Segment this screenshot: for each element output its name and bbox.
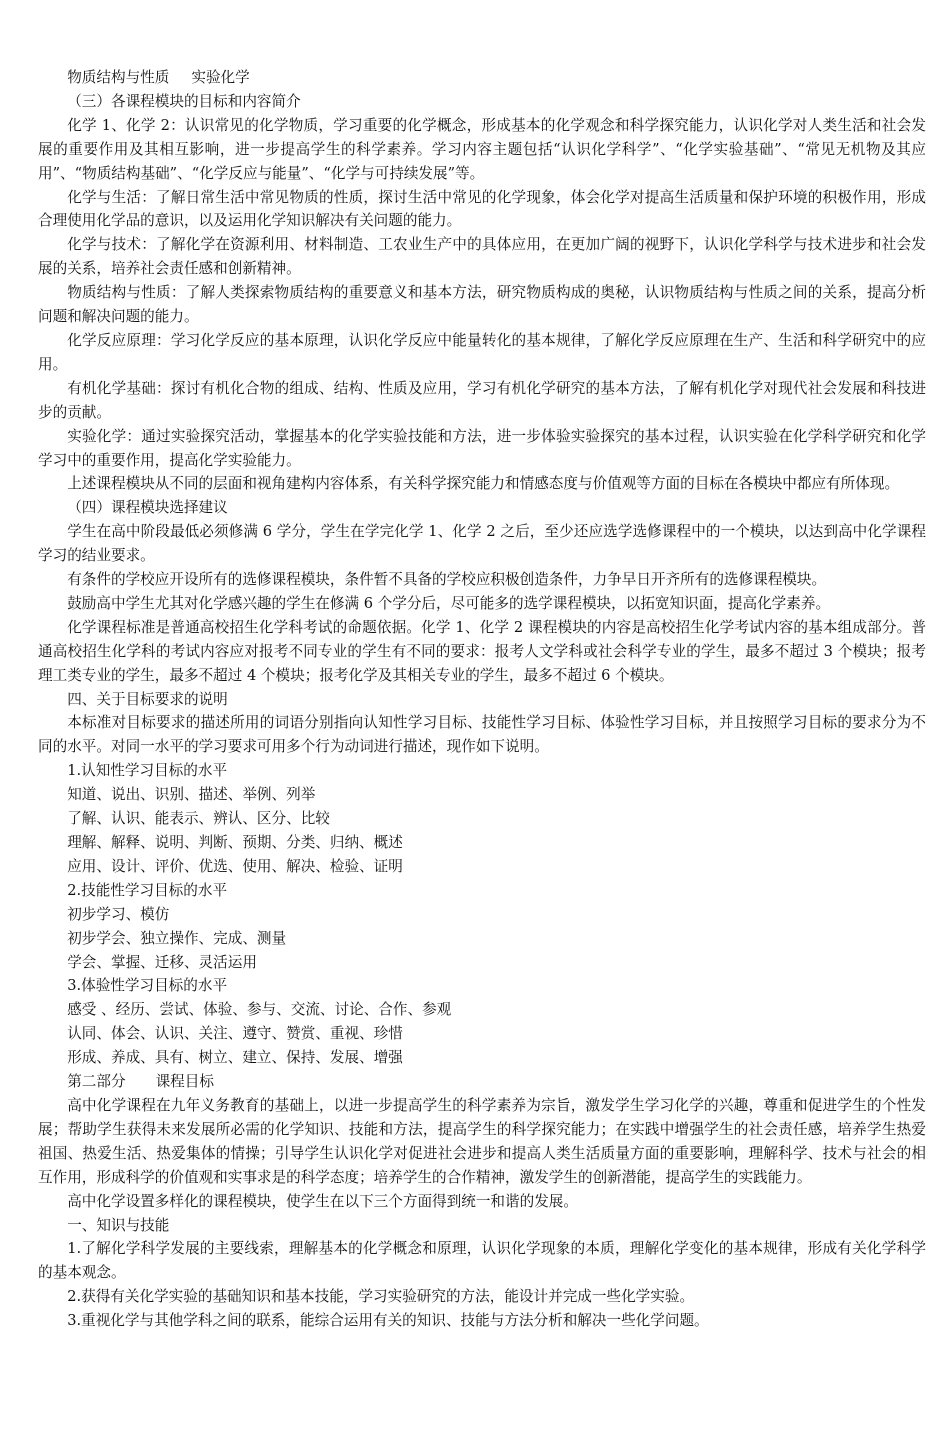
verb-list-line: 学会、掌握、迁移、灵活运用 — [67, 953, 257, 971]
module-name: 实验化学 — [191, 69, 250, 86]
paragraph: 高中化学课程在九年义务教育的基础上，以进一步提高学生的科学素养为宗旨，激发学生学习化学的兴趣，尊重和促进学生的个性发展；帮助学生获得未来发展所必需的化学知识、技能和方法，提高学生的科学探究能力；在实践中增强学生的社会责任感，培养学生热爱祖国、热爱生活、热爱集体的情操；引导学生认识化学对促进社会进步和提高人类生活质量方面的重要影响，理解科学、技术与社会的相互作用，形成科学的价值观和实事求是的科学态度；培养学生的合作精神，激发学生的创新潜能，提高学生的实践能力。 — [38, 1096, 926, 1186]
part-heading — [38, 1070, 926, 1094]
paragraph: 化学 1、化学 2：认识常见的化学物质，学习重要的化学概念，形成基本的化学观念和科学探究能力，认识化学对人类生活和社会发展的重要作用及其相互影响，进一步提高学生的科学素养。学习内容主题包括“认识化学科学”、“化学实验基础”、“常见无机物及其应用”、“物质结构基础”、“化学反应与能量”、“化学与可持续发展”等。 — [38, 116, 926, 182]
paragraph: 上述课程模块从不同的层面和视角建构内容体系，有关科学探究能力和情感态度与价值观等方面的目标在各模块中都应有所体现。 — [67, 475, 900, 493]
paragraph: 2.获得有关化学实验的基础知识和基本技能，学习实验研究的方法，能设计并完成一些化学实验。 — [67, 1288, 695, 1306]
verb-list-line: 知道、说出、识别、描述、举例、列举 — [67, 786, 316, 804]
paragraph: 实验化学：通过实验探究活动，掌握基本的化学实验技能和方法，进一步体验实验探究的基本过程，认识实验在化学科学研究和化学学习中的重要作用，提高化学实验能力。 — [38, 427, 926, 469]
module-name: 物质结构与性质 — [67, 69, 170, 86]
paragraph: 化学与生活：了解日常生活中常见物质的性质，探讨生活中常见的化学现象，体会化学对提高生活质量和保护环境的积极作用，形成合理使用化学品的意识，以及运用化学知识解决有关问题的能力。 — [38, 188, 926, 230]
subheading: 1.认知性学习目标的水平 — [67, 762, 228, 780]
verb-list-line: 应用、设计、评价、优选、使用、解决、检验、证明 — [67, 857, 403, 875]
paragraph: 学生在高中阶段最低必须修满 6 学分，学生在学完化学 1、化学 2 之后，至少还应选学选修课程中的一个模块，以达到高中化学课程学习的结业要求。 — [38, 523, 926, 565]
verb-list-line: 初步学会、独立操作、完成、测量 — [67, 929, 287, 947]
paragraph: 本标准对目标要求的描述所用的词语分别指向认知性学习目标、技能性学习目标、体验性学习目标，并且按照学习目标的要求分为不同的水平。对同一水平的学习要求可用多个行为动词进行描述，现作如下说明。 — [38, 714, 926, 756]
paragraph: 鼓励高中学生尤其对化学感兴趣的学生在修满 6 个学分后，尽可能多的选学课程模块，以拓宽知识面，提高化学素养。 — [67, 594, 831, 612]
paragraph: 物质结构与性质：了解人类探索物质结构的重要意义和基本方法，研究物质构成的奥秘，认识物质结构与性质之间的关系，提高分析问题和解决问题的能力。 — [38, 284, 926, 326]
verb-list-line: 感受 、经历、尝试、体验、参与、交流、讨论、合作、参观 — [67, 1001, 452, 1019]
paragraph: 化学反应原理：学习化学反应的基本原理，认识化学反应中能量转化的基本规律，了解化学反应原理在生产、生活和科学研究中的应用。 — [38, 331, 926, 373]
section-heading: （四）课程模块选择建议 — [67, 499, 228, 517]
paragraph: 化学与技术：了解化学在资源利用、材料制造、工农业生产中的具体应用，在更加广阔的视野下，认识化学科学与技术进步和社会发展的关系，培养社会责任感和创新精神。 — [38, 236, 926, 278]
part-number: 第二部分 — [67, 1073, 126, 1091]
subheading: 3.体验性学习目标的水平 — [67, 977, 228, 995]
verb-list-line: 了解、认识、能表示、辨认、区分、比较 — [67, 810, 330, 828]
paragraph: 化学课程标准是普通高校招生化学科考试的命题依据。化学 1、化学 2 课程模块的内容是高校招生化学考试内容的基本组成部分。普通高校招生化学科的考试内容应对报考不同专业的学生有不同的要求：报考人文学科或社会科学专业的学生，最多不超过 3 个模块；报考理工类专业的学生，最多不超过 4 个模块；报考化学及其相关专业的学生，最多不超过 6 个模块。 — [38, 618, 926, 684]
verb-list-line: 理解、解释、说明、判断、预期、分类、归纳、概述 — [67, 834, 403, 851]
module-list-line — [38, 66, 926, 90]
paragraph: 有条件的学校应开设所有的选修课程模块，条件暂不具备的学校应积极创造条件，力争早日开齐所有的选修课程模块。 — [67, 571, 827, 589]
section-heading: （三）各课程模块的目标和内容简介 — [67, 92, 301, 110]
verb-list-line: 认同、体会、认识、关注、遵守、赞赏、重视、珍惜 — [67, 1025, 403, 1043]
document-body — [38, 66, 926, 1333]
subheading: 2.技能性学习目标的水平 — [67, 881, 228, 899]
part-title: 课程目标 — [155, 1073, 214, 1091]
paragraph: 3.重视化学与其他学科之间的联系，能综合运用有关的知识、技能与方法分析和解决一些化学问题。 — [67, 1312, 709, 1330]
section-heading: 四、关于目标要求的说明 — [67, 690, 228, 708]
paragraph: 高中化学设置多样化的课程模块，使学生在以下三个方面得到统一和谐的发展。 — [67, 1192, 578, 1210]
verb-list-line: 形成、养成、具有、树立、建立、保持、发展、增强 — [67, 1049, 403, 1067]
paragraph: 1.了解化学科学发展的主要线索，理解基本的化学概念和原理，认识化学现象的本质，理解化学变化的基本规律，形成有关化学科学的基本观念。 — [38, 1240, 926, 1282]
section-heading: 一、知识与技能 — [67, 1216, 170, 1234]
paragraph: 有机化学基础：探讨有机化合物的组成、结构、性质及应用，学习有机化学研究的基本方法，了解有机化学对现代社会发展和科技进步的贡献。 — [38, 379, 926, 421]
verb-list-line: 初步学习、模仿 — [67, 905, 170, 923]
